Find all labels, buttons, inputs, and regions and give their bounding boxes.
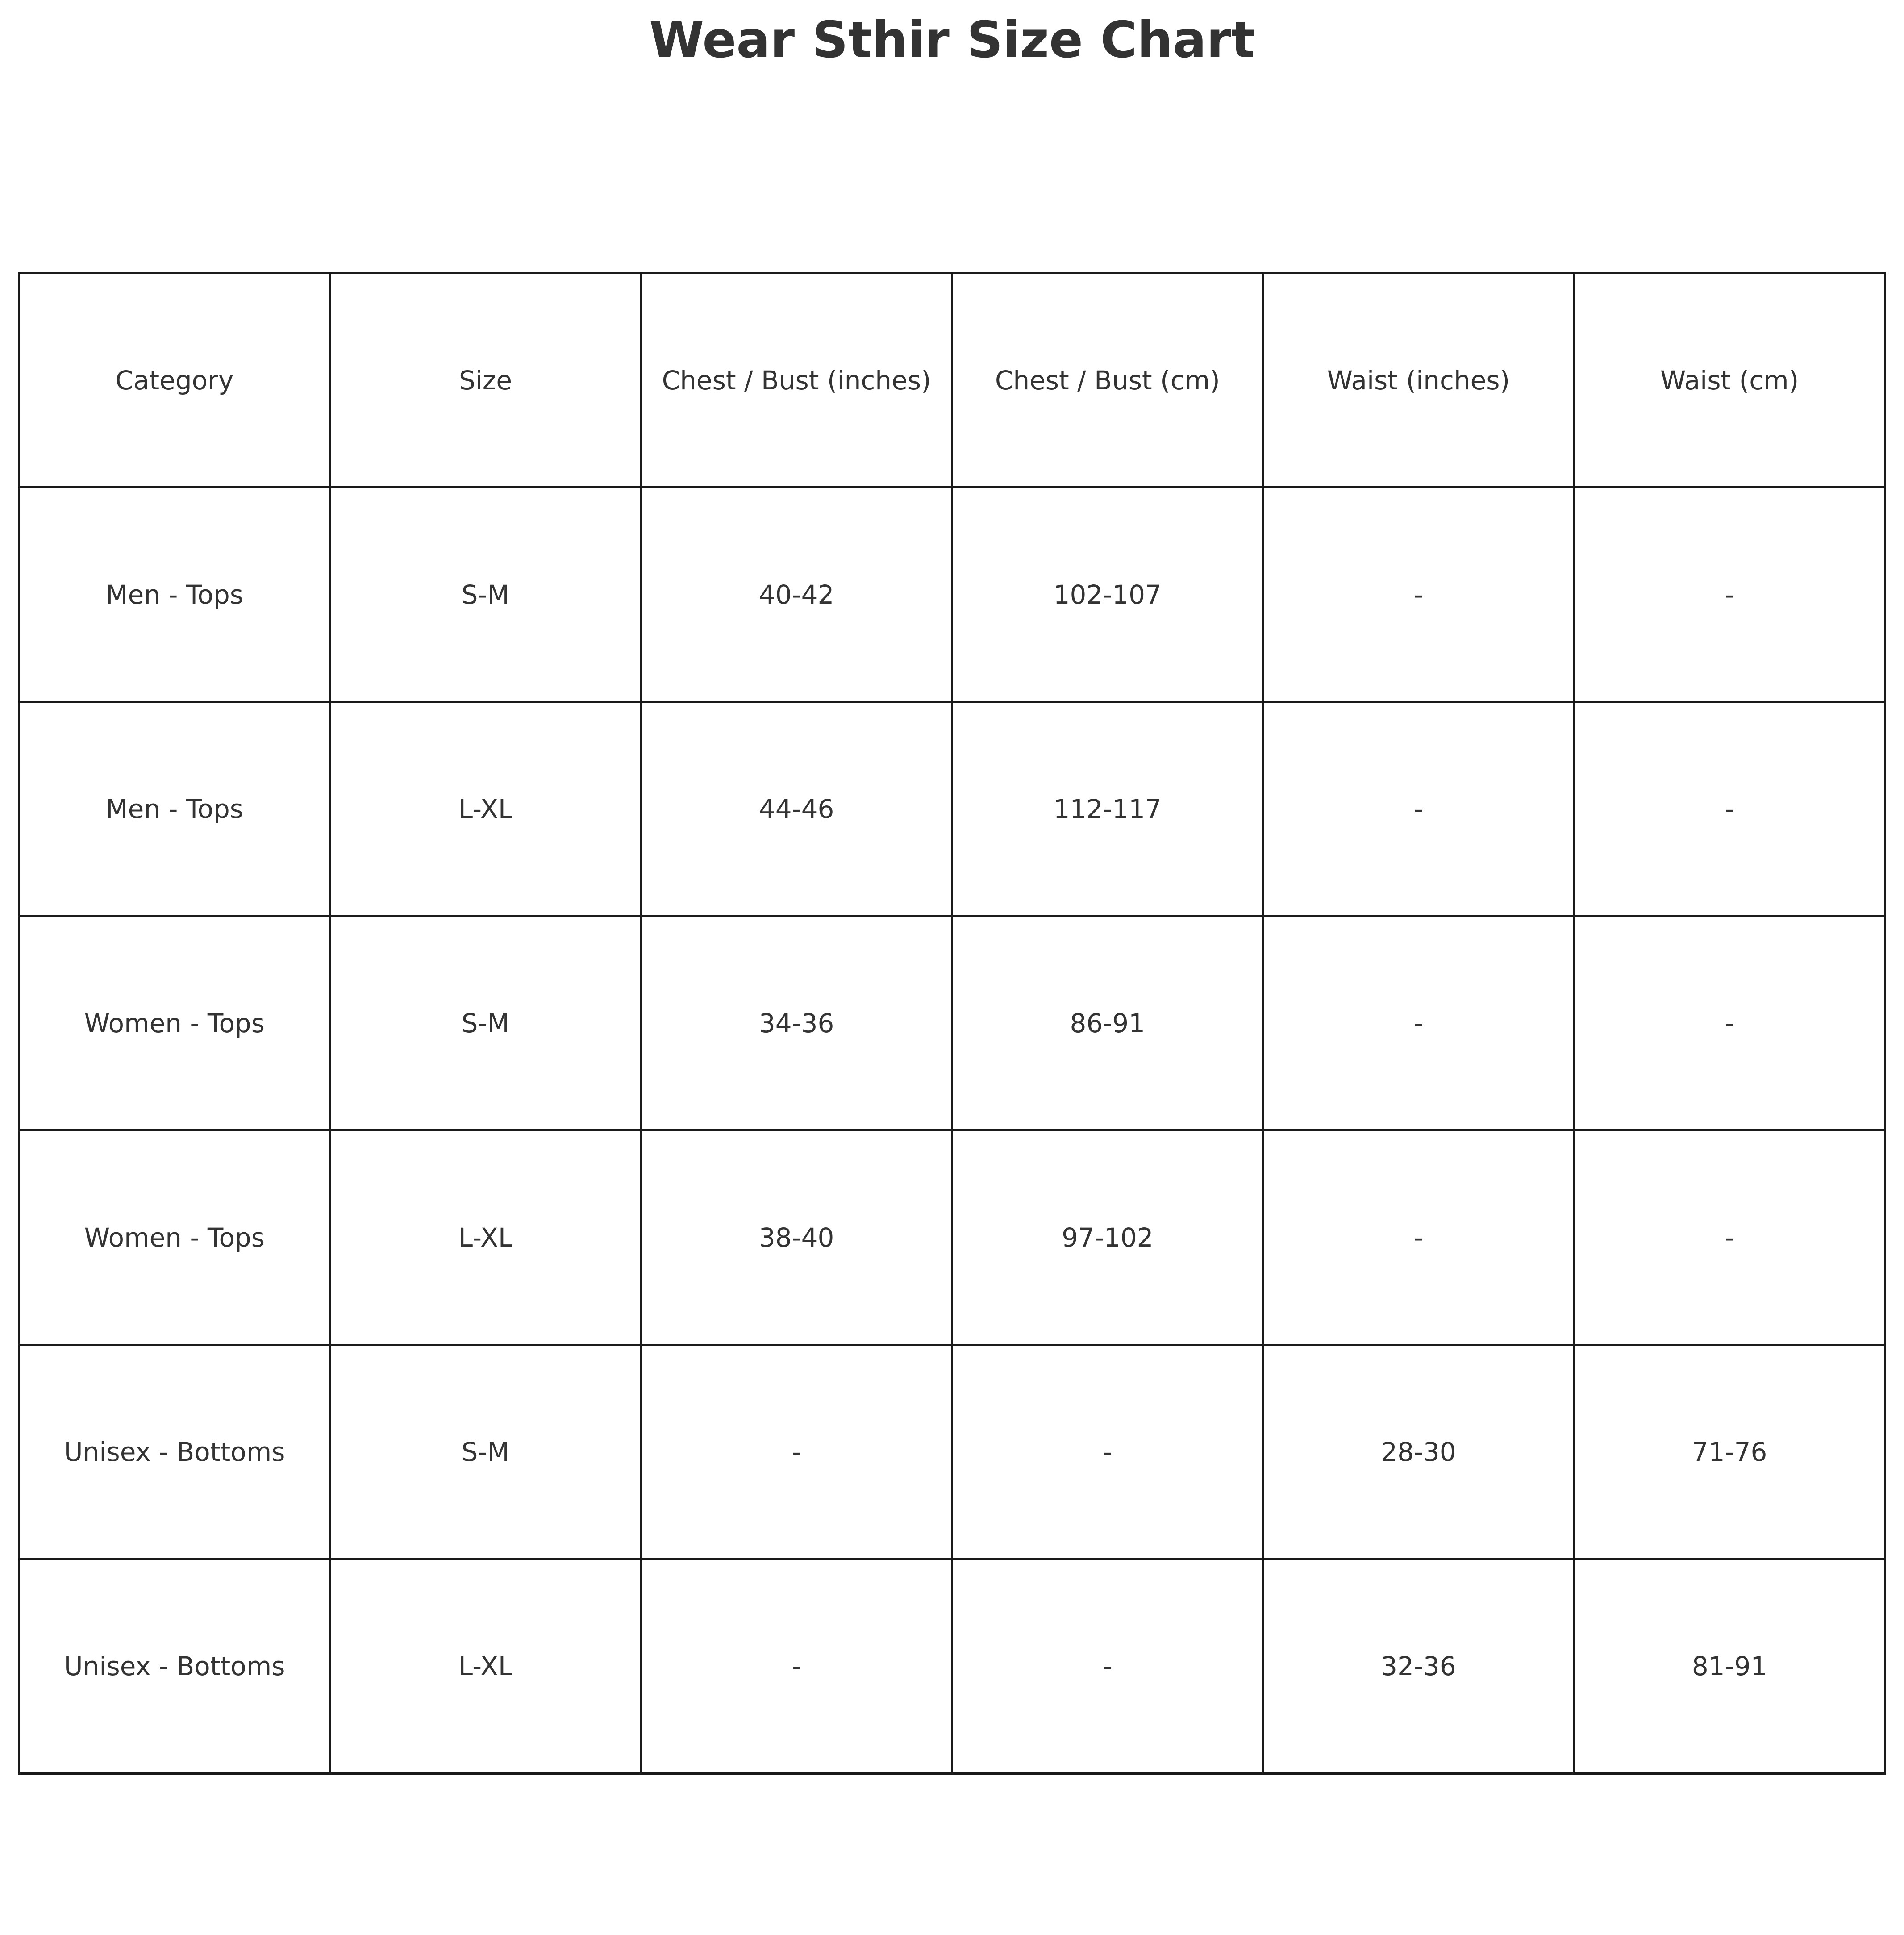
cell-chest-inches: 34-36 <box>641 916 952 1130</box>
cell-waist-inches: 28-30 <box>1263 1345 1574 1559</box>
column-header-waist-cm: Waist (cm) <box>1574 273 1885 488</box>
cell-chest-inches: - <box>641 1345 952 1559</box>
cell-waist-cm: - <box>1574 702 1885 916</box>
column-header-category: Category <box>19 273 330 488</box>
cell-chest-inches: 40-42 <box>641 488 952 702</box>
cell-chest-inches: 44-46 <box>641 702 952 916</box>
cell-category: Unisex - Bottoms <box>19 1559 330 1773</box>
cell-category: Women - Tops <box>19 916 330 1130</box>
cell-chest-cm: 112-117 <box>952 702 1263 916</box>
cell-size: S-M <box>330 1345 641 1559</box>
table-row <box>19 488 1885 702</box>
column-header-chest-cm: Chest / Bust (cm) <box>952 273 1263 488</box>
cell-size: L-XL <box>330 1130 641 1345</box>
cell-waist-inches: - <box>1263 702 1574 916</box>
cell-chest-cm: 102-107 <box>952 488 1263 702</box>
table-header-row <box>19 273 1885 488</box>
column-header-size: Size <box>330 273 641 488</box>
cell-size: L-XL <box>330 702 641 916</box>
cell-waist-inches: - <box>1263 488 1574 702</box>
size-chart-table <box>18 272 1886 1775</box>
cell-waist-inches: - <box>1263 916 1574 1130</box>
cell-waist-inches: 32-36 <box>1263 1559 1574 1773</box>
column-header-waist-inches: Waist (inches) <box>1263 273 1574 488</box>
cell-waist-cm: - <box>1574 916 1885 1130</box>
cell-waist-cm: 81-91 <box>1574 1559 1885 1773</box>
cell-waist-cm: 71-76 <box>1574 1345 1885 1559</box>
cell-category: Unisex - Bottoms <box>19 1345 330 1559</box>
cell-category: Men - Tops <box>19 488 330 702</box>
cell-chest-cm: 97-102 <box>952 1130 1263 1345</box>
cell-size: L-XL <box>330 1559 641 1773</box>
cell-category: Men - Tops <box>19 702 330 916</box>
cell-category: Women - Tops <box>19 1130 330 1345</box>
cell-chest-cm: - <box>952 1345 1263 1559</box>
table-row <box>19 1345 1885 1559</box>
cell-waist-cm: - <box>1574 488 1885 702</box>
cell-chest-inches: 38-40 <box>641 1130 952 1345</box>
cell-chest-cm: - <box>952 1559 1263 1773</box>
chart-title: Wear Sthir Size Chart <box>649 11 1255 69</box>
cell-size: S-M <box>330 916 641 1130</box>
table-row <box>19 1130 1885 1345</box>
cell-waist-inches: - <box>1263 1130 1574 1345</box>
cell-chest-inches: - <box>641 1559 952 1773</box>
cell-waist-cm: - <box>1574 1130 1885 1345</box>
cell-size: S-M <box>330 488 641 702</box>
cell-chest-cm: 86-91 <box>952 916 1263 1130</box>
table-row <box>19 702 1885 916</box>
table-row <box>19 1559 1885 1773</box>
column-header-chest-inches: Chest / Bust (inches) <box>641 273 952 488</box>
table-row <box>19 916 1885 1130</box>
